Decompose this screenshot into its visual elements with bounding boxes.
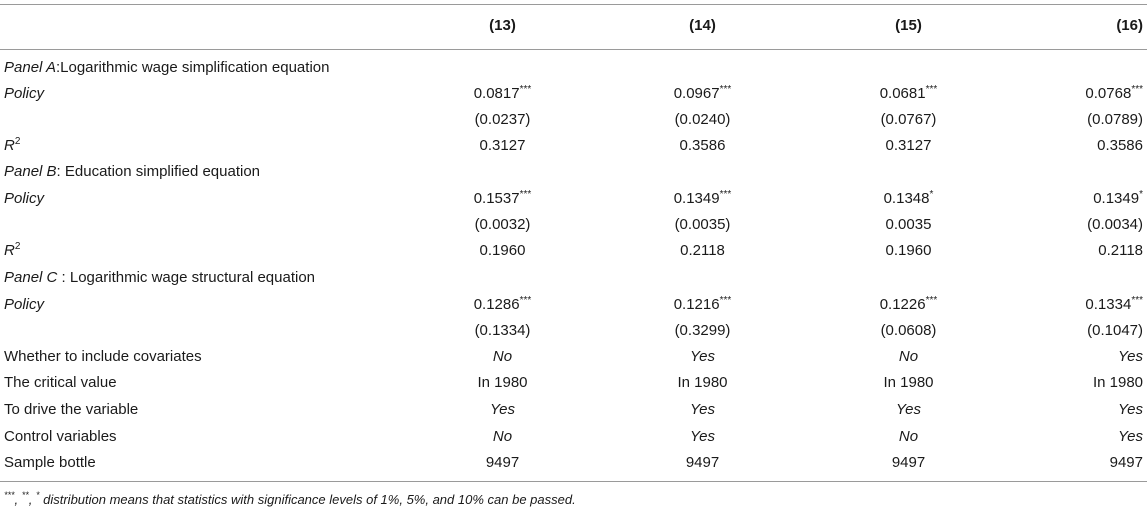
r2-value: 0.3586 bbox=[1097, 137, 1143, 154]
covariates-value: Yes bbox=[689, 348, 716, 365]
significance-stars: *** bbox=[925, 84, 938, 95]
r-superscript: 2 bbox=[14, 136, 21, 147]
sample-value: 9497 bbox=[891, 454, 926, 471]
coef-value: 0.1334 bbox=[1085, 296, 1132, 313]
panel-c-prefix: Panel C bbox=[4, 269, 58, 286]
std-error: (0.1334) bbox=[474, 322, 531, 339]
r2-value: 0.2118 bbox=[680, 242, 725, 259]
std-error: (0.1047) bbox=[1087, 322, 1143, 339]
critical-value: In 1980 bbox=[477, 374, 528, 391]
r2-value: 0.2118 bbox=[1098, 242, 1143, 259]
panel-c-se-row bbox=[0, 318, 1147, 344]
top-rule bbox=[0, 4, 1147, 5]
coef-value: 0.1216 bbox=[673, 296, 720, 313]
control-variables-row bbox=[0, 424, 1147, 450]
bottom-rule bbox=[0, 481, 1147, 482]
std-error: (0.0035) bbox=[674, 216, 731, 233]
significance-stars: *** bbox=[719, 84, 732, 95]
std-error: (0.0032) bbox=[474, 216, 531, 233]
coef-value: 0.0817 bbox=[473, 85, 520, 102]
panel-b-title: : Education simplified equation bbox=[56, 163, 261, 180]
panel-a-r2-row bbox=[0, 133, 1147, 159]
drive-value: Yes bbox=[895, 401, 922, 418]
critical-value-row bbox=[0, 370, 1147, 396]
significance-stars: * bbox=[929, 189, 934, 200]
std-error: 0.0035 bbox=[885, 216, 932, 233]
drive-value: Yes bbox=[689, 401, 716, 418]
significance-stars: *** bbox=[1131, 295, 1143, 306]
panel-a-prefix: Panel A bbox=[4, 59, 56, 76]
std-error: (0.0608) bbox=[880, 322, 937, 339]
row-label-sample: Sample bottle bbox=[4, 454, 96, 471]
r-superscript: 2 bbox=[14, 241, 21, 252]
critical-value: In 1980 bbox=[883, 374, 934, 391]
coef-value: 0.1349 bbox=[673, 190, 720, 207]
std-error: (0.0767) bbox=[880, 111, 937, 128]
r2-value: 0.3127 bbox=[885, 137, 932, 154]
sample-value: 9497 bbox=[685, 454, 720, 471]
panel-b-se-row bbox=[0, 212, 1147, 238]
significance-stars: * bbox=[1139, 189, 1143, 200]
panel-c-heading bbox=[0, 265, 1147, 291]
panel-a-heading bbox=[0, 55, 1147, 81]
panel-a-title: :Logarithmic wage simplification equation bbox=[55, 59, 330, 76]
coef-value: 0.1349 bbox=[1093, 190, 1140, 207]
drive-value: Yes bbox=[489, 401, 516, 418]
drive-value: Yes bbox=[1117, 401, 1143, 418]
col-header-14: (14) bbox=[689, 17, 716, 34]
panel-a-policy-row bbox=[0, 81, 1147, 107]
footnote-text: distribution means that statistics with significance levels of 1%, 5%, and 10% can be passed. bbox=[39, 492, 576, 507]
significance-stars: *** bbox=[719, 295, 732, 306]
r2-value: 0.3586 bbox=[679, 137, 726, 154]
row-label-critical: The critical value bbox=[4, 374, 117, 391]
panel-b-heading bbox=[0, 159, 1147, 185]
row-label-r: R bbox=[4, 137, 15, 154]
row-label-policy: Policy bbox=[4, 296, 45, 313]
coef-value: 0.0681 bbox=[879, 85, 926, 102]
std-error: (0.0034) bbox=[1087, 216, 1143, 233]
std-error: (0.0789) bbox=[1087, 111, 1143, 128]
coef-value: 0.1348 bbox=[883, 190, 930, 207]
covariates-value: Yes bbox=[1117, 348, 1143, 365]
covariates-row bbox=[0, 344, 1147, 370]
coef-value: 0.0967 bbox=[673, 85, 720, 102]
col-header-13: (13) bbox=[489, 17, 516, 34]
footnote-marker: * bbox=[36, 490, 40, 500]
significance-stars: *** bbox=[925, 295, 938, 306]
controls-value: No bbox=[898, 428, 919, 445]
row-label-drive: To drive the variable bbox=[4, 401, 139, 418]
covariates-value: No bbox=[492, 348, 513, 365]
panel-c-policy-row bbox=[0, 292, 1147, 318]
coef-value: 0.1537 bbox=[473, 190, 520, 207]
col-header-16: (16) bbox=[1116, 17, 1143, 34]
header-row bbox=[0, 13, 1147, 39]
panel-b-r2-row bbox=[0, 238, 1147, 264]
coef-value: 0.0768 bbox=[1085, 85, 1132, 102]
significance-stars: *** bbox=[519, 295, 532, 306]
r2-value: 0.1960 bbox=[885, 242, 932, 259]
controls-value: Yes bbox=[1117, 428, 1143, 445]
row-label-controls: Control variables bbox=[4, 428, 117, 445]
controls-value: Yes bbox=[689, 428, 716, 445]
footnote-marker: *** bbox=[4, 490, 15, 500]
panel-b-prefix: Panel B bbox=[4, 163, 57, 180]
row-label-covariates: Whether to include covariates bbox=[4, 348, 202, 365]
covariates-value: No bbox=[898, 348, 919, 365]
significance-stars: *** bbox=[519, 189, 532, 200]
row-label-policy: Policy bbox=[4, 85, 45, 102]
coef-value: 0.1226 bbox=[879, 296, 926, 313]
significance-stars: *** bbox=[719, 189, 732, 200]
row-label-r: R bbox=[4, 242, 15, 259]
sample-value: 9497 bbox=[485, 454, 520, 471]
header-rule bbox=[0, 49, 1147, 50]
sample-row bbox=[0, 450, 1147, 476]
r2-value: 0.1960 bbox=[479, 242, 526, 259]
sample-value: 9497 bbox=[1109, 454, 1143, 471]
std-error: (0.3299) bbox=[674, 322, 731, 339]
row-label-policy: Policy bbox=[4, 190, 45, 207]
panel-a-se-row bbox=[0, 107, 1147, 133]
drive-variable-row bbox=[0, 397, 1147, 423]
std-error: (0.0237) bbox=[474, 111, 531, 128]
critical-value: In 1980 bbox=[677, 374, 728, 391]
std-error: (0.0240) bbox=[674, 111, 731, 128]
significance-stars: *** bbox=[519, 84, 532, 95]
coef-value: 0.1286 bbox=[473, 296, 520, 313]
panel-c-title: : Logarithmic wage structural equation bbox=[57, 269, 316, 286]
r2-value: 0.3127 bbox=[479, 137, 526, 154]
footnote-marker: ** bbox=[21, 490, 29, 500]
controls-value: No bbox=[492, 428, 513, 445]
col-header-15: (15) bbox=[895, 17, 922, 34]
significance-stars: *** bbox=[1131, 84, 1143, 95]
panel-b-policy-row bbox=[0, 186, 1147, 212]
table-footnote: ***, **, * distribution means that statistics with significance levels of 1%, 5%, and 10% can be passed. bbox=[4, 490, 576, 507]
critical-value: In 1980 bbox=[1092, 374, 1143, 391]
